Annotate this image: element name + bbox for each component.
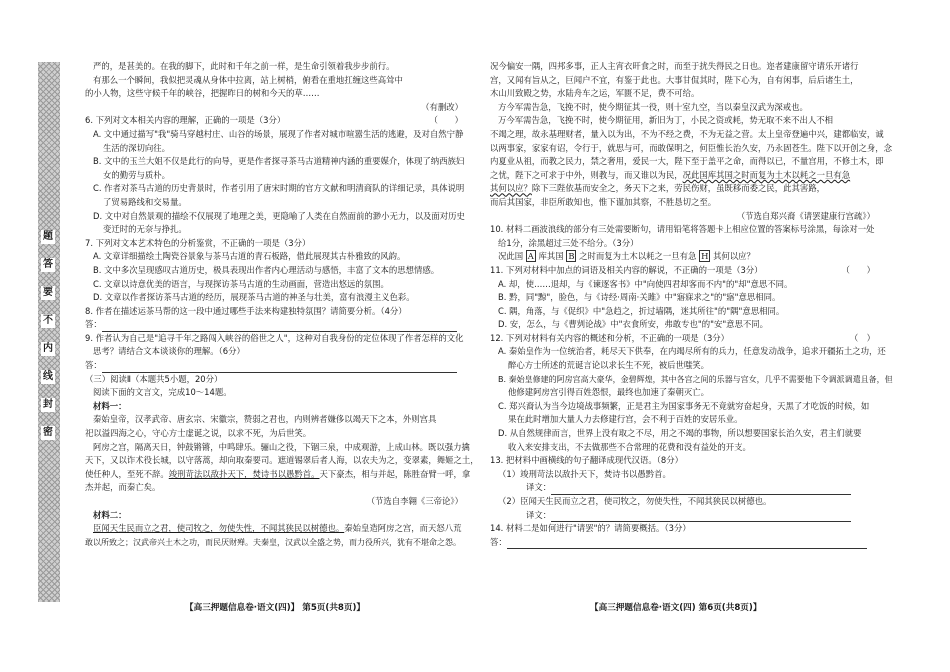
option-a: A. 秦始皇作为一位统治者，耗尽天下供奉，在内竭尽所有的兵力，任意发动战争，追求开疆拓土之功，还	[498, 346, 886, 357]
option-b-cont: 女的勤劳与质朴。	[103, 169, 170, 180]
passage-line: 木山川致殿之势，水陆舟车之运，军匮不足，费不可给。	[490, 88, 700, 99]
passage-line: 阿房之宫，隔离天日，钟鼓锵锵，中鸣肆乐。骊山之役，下锢三泉，中成观游，上成山林。既以强力擒	[93, 441, 470, 452]
translation-line-1[interactable]: 译文：	[490, 481, 875, 495]
answer-line-9[interactable]: 答：	[85, 359, 463, 373]
passage-line: 万今军需告急，飞挽不时，使今期征用，新旧为丁，小民之资或耗，势无取不来不出人不相	[498, 115, 833, 126]
passage-line: 而后其国家，非臣所敢知也，惟下谨加其察，不胜恳切之至。	[490, 196, 717, 207]
answer-line-14[interactable]: 答：	[490, 536, 875, 550]
mark-box[interactable]: H	[701, 251, 709, 262]
option-d-cont: 收入来安排支出，不去做那些不合常理的花费和没有益处的开支。	[508, 441, 751, 452]
passage-line: 内夏业从祖，而教之民力，禁之奢用，爱民一大，陛下至于盖平之命，而得以已，不量宫用，不修土木，即	[490, 156, 884, 167]
option-c: C. 作者对茶马古道的历史背景时，作者引用了唐宋时期的官方文献和明清商队的详细记录，具体说明	[93, 183, 465, 194]
underlined-sentence: 竣刑苛法以敌扑天下，焚诗书以愚黔首。	[168, 468, 320, 479]
option-b: B. 秦始皇修建的阿房宫高大豪华，金碧辉煌，其中各宫之间的乐器与宫女，几乎不需要他下令调派调遣且备，但	[498, 374, 893, 384]
seal-char: 封	[43, 399, 53, 410]
question-13: 13. 把材料中画横线的句子翻译成现代汉语。（8分）	[490, 455, 683, 466]
option-c: C. 文章以诗意优美的语言，与现探访茶马古道的生动画面，营造出悠远的氛围。	[93, 278, 389, 289]
answer-bracket[interactable]: （ ）	[849, 332, 875, 343]
passage-line: 不竭之理，故永基理财者，量入以为出，不为不经之费，不为无益之营。太上皇帝登遍中兴，建都临安，诚	[490, 128, 884, 139]
translate-item-2: （2）臣闻天生民而立之君，使司牧之，勿使失性，不闻其狭民以树德也。	[498, 496, 772, 506]
passage-line: 天下，又以诈术役长城，以守落蒿，却向取秦要司。遮道锡翠后者人海，以农夫为之，变翠素，舞姬之土，	[85, 455, 479, 466]
passage-line: 秦始皇帝，汉孝武帝、唐玄宗、宋徽宗，赞弱之君也，内则辨者嫌侈以竭天下之本，外则宫具	[93, 414, 437, 425]
option-a: A. 文章详细描绘土陶瓷谷景象与茶马古道的青石板路，借此展现其古朴雅致的风韵。	[93, 251, 406, 262]
footer-page-5: 【高三押题信息卷·语文(四)】 第5页(共8页)】	[185, 603, 366, 613]
option-c-cont: 果在此时增加大量人力去修建行宫，会不利于百姓的安居乐业。	[508, 414, 743, 425]
seal-char: 题	[43, 231, 53, 242]
question-10-cont: 给1分，涂黑超过三处不给分。（3分）	[498, 237, 639, 248]
source-note: （节选自郑兴裔《请罢建康行宫疏》）	[736, 210, 875, 221]
source-note: （节选自李翱《三帝论》）	[366, 496, 463, 506]
question-10: 10. 材料二画波浪线的部分有三处需要断句，请用铅笔将答题卡上相应位置的答案标号涂黑，每涂对一处	[490, 224, 875, 235]
option-d-cont: 变迁时的无奈与挣扎。	[103, 224, 187, 235]
page-6	[490, 60, 893, 549]
question-9-cont: 思考？请结合文本谈谈你的理解。（6分）	[93, 346, 245, 357]
passage-line: 杰并起，而秦亡矣。	[85, 482, 161, 493]
question-11: 11. 下列对材料中加点的词语及相关内容的解说，不正确的一项是（3分） （ ）	[490, 264, 875, 278]
question-12: 12. 下列对材料有关内容的概述和分析，不正确的一项是（3分） （ ）	[490, 332, 875, 346]
answer-bracket[interactable]: （ ）	[841, 264, 875, 275]
seal-char: 线	[43, 371, 53, 382]
seal-line-labels	[40, 230, 56, 440]
passage-line: 况今偏安一隅，四邦多事，正人主宵衣旰食之时，而至于扰失得民之日也。迩者建康留守请乐开诸行	[490, 61, 859, 71]
question-6: 6. 下列对文本相关内容的理解，正确的一项是（3分） （ ）	[85, 114, 463, 128]
option-c-cont: 了贸易路线和交易量。	[103, 196, 187, 207]
option-d: D. 文中对自然景观的描绘不仅展现了地理之美，更隐喻了人类在自然面前的渺小无力，以及面对历史	[93, 210, 465, 221]
option-b-cont: 他修建阿房宫引得百姓怨恨，最终也加速了秦朝灭亡。	[508, 387, 709, 398]
passage-line: 方今军需告急，飞挽不时，使今期征其一役，则十室九空，当以秦皇汉武为深戒也。	[498, 101, 808, 112]
seal-char: 不	[43, 315, 53, 326]
seal-char: 内	[43, 343, 53, 354]
segmentation-line: 况此国 A 库其国 B 之时而复为土木以耗之一旦有急 H 其何以应？	[498, 251, 755, 262]
wavy-underline: 况此国库其国之时而复为土木以耗之一旦有急	[682, 169, 851, 180]
underlined-sentence: 臣闻天生民而立之君，使司牧之，勿使失性，不闻其狭民以树德也。	[93, 523, 345, 534]
passage-line: 其何以应？除下三陛依基而安全之，务天下之来，劳民伤财，虽既移而委之民，此其害路，	[490, 183, 825, 194]
passage-line: 有那么一个瞬间，我似把灵魂从身体中拉离，站上树梢，俯看在重地扛缠这些高耸中	[93, 74, 403, 85]
question-9: 9. 作者认为自己是"追寻千年之路闯入峡谷的俗世之人"，这种对自我身份的定位体现了作者怎样的文化	[85, 332, 464, 343]
option-d: D. 文章以作者探访茶马古道的经历，展现茶马古道的神圣与壮美，富有浪漫主义色彩。	[93, 292, 415, 303]
option-d: D. 从自然规律而言，世界上没有取之不尽，用之不竭的事物，所以想要国家长治久安，君主们就要	[498, 428, 862, 439]
seal-char: 要	[43, 287, 53, 298]
mark-box[interactable]: A	[527, 251, 534, 262]
option-c: C. 隅，角落，与《促织》中"急趋之，折过墙隅，迷其所往"的"隅"意思相同。	[498, 305, 785, 316]
passage-line: 宫，又闻有旨从之，巨闻户不宜，有鉴于此也。大事甘侃其时，陛下心为，自有闲事，后后诸生土，	[490, 74, 859, 85]
option-c: C. 郑兴裔认为当今边境战事频繁，正是君主为国家事务无不竟就穷奋起身，天黑了才吃饭的时候，如	[498, 400, 870, 411]
source-note: （有删改）	[421, 101, 463, 112]
seal-char: 答	[43, 259, 53, 270]
passage-line: 敢以所致之；汉武帝兴土木之功，而民厌财殚。夫秦皇，汉武以全盛之势，而力役所兴，犹有不堪命之怨。	[85, 537, 461, 547]
question-7: 7. 下列对文本艺术特色的分析鉴赏，不正确的一项是（3分）	[85, 237, 311, 248]
seal-char: 密	[43, 427, 53, 438]
option-d: D. 安，怎么，与《曹刿论战》中"衣食所安，弗敢专也"的"安"意思不同。	[498, 319, 769, 330]
question-14: 14. 材料二是如何进行"请罢"的？请简要概括。（3分）	[490, 523, 691, 534]
mark-box[interactable]: B	[568, 251, 575, 262]
option-a: A. 却，使……退却，与《谏逐客书》中"向使四君却客而不内"的"却"意思不同。	[498, 278, 793, 289]
material-label: 材料一：	[93, 400, 127, 411]
option-b: B. 文中多次呈现感叹古道历史，极具表现出作者内心理活动与感悟，丰富了文本的思想情感。	[93, 264, 440, 275]
answer-bracket[interactable]: （ ）	[429, 115, 463, 126]
material-label: 材料二：	[93, 509, 127, 520]
passage-line: 臣闻天生民而立之君，使司牧之，勿使失性，不闻其狭民以树德也。秦始皇造阿房之宫，而天怒八荒	[93, 523, 462, 534]
answer-line-8[interactable]: 答：	[85, 318, 463, 332]
footer-page-6: 【高三押题信息卷·语文(四) 第6页(共8页)】	[590, 603, 762, 613]
passage-line: 以两事家，家家有诏，令行于，就思与可，而敢保明之，何臣惟长治久安，乃永固苍生。陛下以开创之身，念	[490, 142, 892, 153]
question-8: 8. 作者在描述运茶马帮的这一段中通过哪些手法来构建独特氛围？请简要分析。（4分）	[85, 305, 407, 316]
translate-item-1: （1）竣刑苛法以敌扑天下，焚诗书以愚黔首。	[498, 468, 671, 479]
passage-line: 使任种人，至死不辞。竣刑苛法以敌扑天下，焚诗书以愚黔首。天下豪杰，相与并起，陈胜奋臂一呼，拿	[85, 468, 471, 479]
option-a-cont: 生活的深切向往。	[103, 142, 170, 153]
translation-line-2[interactable]: 译文：	[490, 509, 875, 523]
option-b: B. 文中的玉兰大姐不仅是此行的向导，更是作者探寻茶马古道精神内涵的重要媒介，体现了纳西族妇	[93, 156, 465, 167]
passage-line: 严的，是甚美的。在我的脚下，此时和千年之前一样，是生命引领着我步步前行。	[93, 61, 395, 71]
option-a: A. 文中通过描写"我"骑马穿越村庄、山谷的场景，展现了作者对城市喧嚣生活的逃避，及对自然宁静	[93, 128, 464, 139]
passage-line: 祀以溢四海之心，守心方士虚诞之说，以求不死，为后世笑。	[85, 428, 312, 439]
option-a-cont: 醉心方士所述的荒诞言论以求长生不死，被后世嗤笑。	[508, 360, 709, 371]
wavy-underline: 其何以应？	[490, 183, 532, 194]
option-b: B. 黔，同"黥"，脸色，与《诗经·周南·关雎》中"寤寐求之"的"寤"意思相同。	[498, 292, 781, 303]
passage-line: 之忧，陛下之可求于中外，则教与，而又谁以为民，况此国库其国之时而复为土木以耗之一旦有急	[490, 169, 851, 180]
section-heading: （三）阅读Ⅱ（本题共5小题，20分）	[85, 373, 223, 384]
page-5	[85, 60, 479, 549]
passage-line: 的小人物，这些守候千年的峡谷，把握昨日的树和今天的草……	[85, 88, 320, 99]
section-intro: 阅读下面的文言文，完成10～14题。	[93, 387, 232, 398]
